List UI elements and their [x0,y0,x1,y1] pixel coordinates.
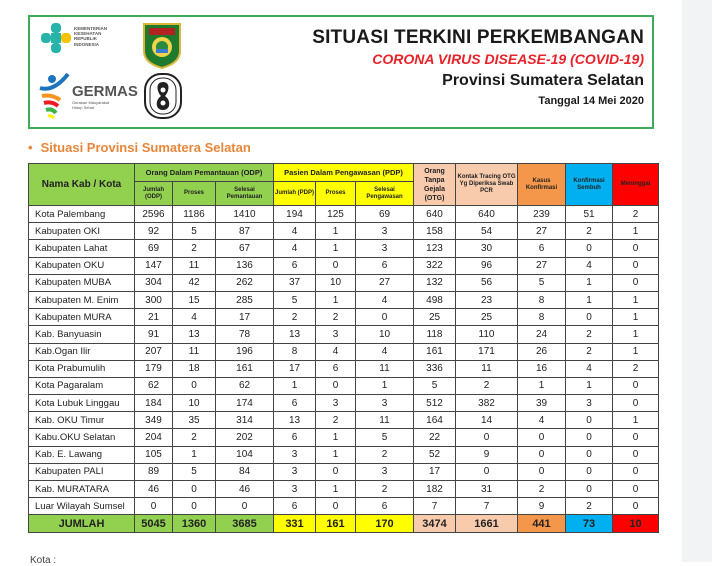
cell-odp-selesai: 1410 [216,206,274,223]
header-nama: Nama Kab / Kota [29,164,135,206]
region-name: Kab. OKU Timur [29,412,135,429]
cell-kontak-tracing: 2 [456,377,518,394]
header-meninggal: Meninggal [613,164,659,206]
province-name: Provinsi Sumatera Selatan [442,72,644,89]
cell-odp-jumlah: 69 [135,240,173,257]
table-row [29,429,659,446]
cell-odp-proses: 1186 [173,206,216,223]
cell-pdp-proses: 1 [316,481,356,498]
cell-meninggal: 2 [613,360,659,377]
cell-odp-jumlah: 21 [135,309,173,326]
cell-konfirmasi-sembuh: 2 [566,326,613,343]
total-kasus-konfirmasi: 441 [518,515,566,533]
cell-pdp-jumlah: 13 [274,412,316,429]
cell-otg: 118 [414,326,456,343]
header-odp-selesai: Selesai Pemantauan [216,182,274,206]
region-name: Luar Wilayah Sumsel [29,498,135,515]
cell-pdp-proses: 2 [316,412,356,429]
cell-odp-jumlah: 92 [135,223,173,240]
cell-pdp-proses: 2 [316,309,356,326]
cell-meninggal: 1 [613,223,659,240]
total-label: JUMLAH [29,515,135,533]
cell-pdp-selesai: 5 [356,429,414,446]
cell-pdp-selesai: 3 [356,463,414,480]
cell-kasus-konfirmasi: 24 [518,326,566,343]
cell-odp-selesai: 314 [216,412,274,429]
table-row [29,377,659,394]
table-row [29,206,659,223]
table-row [29,274,659,291]
header-kasus-konfirmasi: Kasus Konfirmasi [518,164,566,206]
cell-kontak-tracing: 640 [456,206,518,223]
cell-meninggal: 0 [613,377,659,394]
header-otg: Orang Tanpa Gejala (OTG) [414,164,456,206]
table-row [29,395,659,412]
cell-otg: 164 [414,412,456,429]
cell-kontak-tracing: 11 [456,360,518,377]
header-odp-proses: Proses [173,182,216,206]
cell-kasus-konfirmasi: 0 [518,463,566,480]
cell-odp-selesai: 17 [216,309,274,326]
header-pdp-jumlah: Jumlah (PDP) [274,182,316,206]
kemenkes-logo-icon [40,22,120,56]
cell-konfirmasi-sembuh: 0 [566,412,613,429]
cell-kasus-konfirmasi: 239 [518,206,566,223]
cell-konfirmasi-sembuh: 1 [566,377,613,394]
cell-pdp-jumlah: 3 [274,446,316,463]
table-row [29,360,659,377]
dinkes-seal-icon [143,72,183,120]
total-kontak-tracing: 1661 [456,515,518,533]
cell-odp-proses: 35 [173,412,216,429]
cell-odp-selesai: 84 [216,463,274,480]
cell-pdp-selesai: 69 [356,206,414,223]
cell-kontak-tracing: 7 [456,498,518,515]
cell-odp-proses: 11 [173,257,216,274]
cell-meninggal: 1 [613,326,659,343]
cell-kasus-konfirmasi: 6 [518,240,566,257]
cell-otg: 182 [414,481,456,498]
cell-konfirmasi-sembuh: 2 [566,498,613,515]
cell-pdp-proses: 1 [316,446,356,463]
cell-odp-proses: 42 [173,274,216,291]
cell-otg: 158 [414,223,456,240]
total-odp-jumlah: 5045 [135,515,173,533]
total-row [29,515,659,533]
total-odp-proses: 1360 [173,515,216,533]
cell-otg: 336 [414,360,456,377]
cell-odp-jumlah: 147 [135,257,173,274]
cell-pdp-jumlah: 6 [274,395,316,412]
cell-pdp-proses: 6 [316,360,356,377]
cell-konfirmasi-sembuh: 1 [566,291,613,308]
cell-meninggal: 0 [613,498,659,515]
table-row [29,257,659,274]
cell-pdp-selesai: 2 [356,446,414,463]
cell-meninggal: 0 [613,257,659,274]
cell-odp-selesai: 62 [216,377,274,394]
cell-pdp-proses: 0 [316,498,356,515]
cell-kontak-tracing: 0 [456,429,518,446]
cell-odp-selesai: 67 [216,240,274,257]
total-odp-selesai: 3685 [216,515,274,533]
cell-konfirmasi-sembuh: 51 [566,206,613,223]
region-name: Kab. E. Lawang [29,446,135,463]
cell-odp-selesai: 46 [216,481,274,498]
cell-odp-selesai: 174 [216,395,274,412]
cell-odp-jumlah: 91 [135,326,173,343]
region-name: Kabupaten M. Enim [29,291,135,308]
cell-otg: 25 [414,309,456,326]
cell-odp-jumlah: 204 [135,429,173,446]
table-row [29,481,659,498]
cell-kasus-konfirmasi: 8 [518,309,566,326]
cell-kasus-konfirmasi: 2 [518,481,566,498]
cell-kontak-tracing: 171 [456,343,518,360]
cell-otg: 640 [414,206,456,223]
cell-kasus-konfirmasi: 9 [518,498,566,515]
total-konfirmasi-sembuh: 73 [566,515,613,533]
cell-odp-proses: 5 [173,463,216,480]
cell-odp-selesai: 78 [216,326,274,343]
cell-kontak-tracing: 54 [456,223,518,240]
table-row [29,498,659,515]
cell-pdp-proses: 125 [316,206,356,223]
cell-odp-jumlah: 349 [135,412,173,429]
footer-note: Kota : [30,555,57,566]
cell-meninggal: 0 [613,274,659,291]
report-subtitle: CORONA VIRUS DISEASE-19 (COVID-19) [372,51,644,67]
cell-pdp-jumlah: 3 [274,481,316,498]
region-name: Kabupaten PALI [29,463,135,480]
cell-konfirmasi-sembuh: 3 [566,395,613,412]
cell-kontak-tracing: 0 [456,463,518,480]
cell-otg: 512 [414,395,456,412]
cell-meninggal: 1 [613,291,659,308]
cell-odp-jumlah: 304 [135,274,173,291]
cell-odp-proses: 0 [173,481,216,498]
bullet-icon: • [28,140,33,155]
header-pdp-proses: Proses [316,182,356,206]
table-row [29,223,659,240]
cell-pdp-selesai: 2 [356,481,414,498]
cell-pdp-jumlah: 6 [274,257,316,274]
cell-konfirmasi-sembuh: 1 [566,274,613,291]
cell-odp-selesai: 104 [216,446,274,463]
cell-meninggal: 2 [613,206,659,223]
cell-pdp-proses: 1 [316,291,356,308]
table-row [29,343,659,360]
total-pdp-proses: 161 [316,515,356,533]
cell-odp-jumlah: 179 [135,360,173,377]
header-pdp: Pasien Dalam Pengawasan (PDP) [274,164,414,182]
cell-odp-jumlah: 105 [135,446,173,463]
cell-pdp-proses: 4 [316,343,356,360]
cell-pdp-selesai: 3 [356,395,414,412]
cell-kontak-tracing: 23 [456,291,518,308]
kemenkes-text: KEMENTERIAN KESEHATAN REPUBLIK INDONESIA [74,26,108,47]
cell-pdp-jumlah: 37 [274,274,316,291]
cell-konfirmasi-sembuh: 0 [566,481,613,498]
cell-konfirmasi-sembuh: 0 [566,446,613,463]
germas-text: GERMAS [72,83,138,100]
table-row [29,291,659,308]
cell-kontak-tracing: 382 [456,395,518,412]
total-meninggal: 10 [613,515,659,533]
total-otg: 3474 [414,515,456,533]
cell-odp-jumlah: 207 [135,343,173,360]
cell-meninggal: 1 [613,343,659,360]
cell-pdp-selesai: 6 [356,257,414,274]
cell-kontak-tracing: 31 [456,481,518,498]
cell-odp-jumlah: 184 [135,395,173,412]
cell-kontak-tracing: 30 [456,240,518,257]
cell-pdp-proses: 3 [316,395,356,412]
table-row [29,326,659,343]
cell-odp-proses: 0 [173,498,216,515]
cell-otg: 7 [414,498,456,515]
cell-konfirmasi-sembuh: 0 [566,463,613,480]
cell-otg: 161 [414,343,456,360]
header-pdp-selesai: Selesai Pengawasan [356,182,414,206]
cell-pdp-jumlah: 2 [274,309,316,326]
cell-konfirmasi-sembuh: 0 [566,429,613,446]
cell-kasus-konfirmasi: 39 [518,395,566,412]
cell-odp-proses: 13 [173,326,216,343]
cell-kasus-konfirmasi: 27 [518,223,566,240]
cell-kontak-tracing: 110 [456,326,518,343]
cell-pdp-jumlah: 17 [274,360,316,377]
table-row [29,412,659,429]
cell-pdp-selesai: 4 [356,291,414,308]
total-pdp-selesai: 170 [356,515,414,533]
header-konfirmasi-sembuh: Konfirmasi Sembuh [566,164,613,206]
table-row [29,240,659,257]
cell-odp-selesai: 87 [216,223,274,240]
cell-otg: 123 [414,240,456,257]
cell-odp-jumlah: 300 [135,291,173,308]
cell-odp-proses: 10 [173,395,216,412]
cell-otg: 5 [414,377,456,394]
region-name: Kab. MURATARA [29,481,135,498]
cell-odp-jumlah: 46 [135,481,173,498]
cell-odp-jumlah: 0 [135,498,173,515]
cell-odp-proses: 2 [173,429,216,446]
cell-konfirmasi-sembuh: 0 [566,309,613,326]
region-name: Kota Pagaralam [29,377,135,394]
cell-pdp-jumlah: 1 [274,377,316,394]
cell-odp-proses: 18 [173,360,216,377]
group-header-row [29,164,659,182]
cell-pdp-selesai: 3 [356,240,414,257]
cell-kontak-tracing: 14 [456,412,518,429]
cell-konfirmasi-sembuh: 4 [566,257,613,274]
region-name: Kabupaten Lahat [29,240,135,257]
cell-konfirmasi-sembuh: 4 [566,360,613,377]
cell-pdp-selesai: 11 [356,360,414,377]
cell-otg: 132 [414,274,456,291]
cell-pdp-jumlah: 6 [274,498,316,515]
cell-otg: 52 [414,446,456,463]
cell-odp-proses: 1 [173,446,216,463]
cell-pdp-selesai: 27 [356,274,414,291]
cell-pdp-selesai: 3 [356,223,414,240]
cell-odp-selesai: 202 [216,429,274,446]
cell-odp-proses: 2 [173,240,216,257]
total-pdp-jumlah: 331 [274,515,316,533]
header-odp: Orang Dalam Pemantauan (ODP) [135,164,274,182]
cell-meninggal: 0 [613,463,659,480]
cell-kasus-konfirmasi: 27 [518,257,566,274]
header-kontak-tracing: Kontak Tracing OTG Yg Diperiksa Swab PCR [456,164,518,206]
covid-data-table [28,163,659,533]
germas-subtext: Gerakan Masyarakat Hidup Sehat [72,100,110,110]
cell-pdp-selesai: 0 [356,309,414,326]
cell-kontak-tracing: 25 [456,309,518,326]
table-row [29,446,659,463]
germas-logo-icon [38,70,138,120]
cell-kontak-tracing: 96 [456,257,518,274]
cell-pdp-proses: 1 [316,240,356,257]
cell-kasus-konfirmasi: 26 [518,343,566,360]
cell-pdp-jumlah: 4 [274,240,316,257]
cell-meninggal: 0 [613,240,659,257]
cell-pdp-proses: 0 [316,377,356,394]
cell-odp-proses: 5 [173,223,216,240]
cell-odp-selesai: 285 [216,291,274,308]
cell-odp-jumlah: 62 [135,377,173,394]
cell-odp-selesai: 262 [216,274,274,291]
cell-odp-proses: 4 [173,309,216,326]
cell-pdp-proses: 1 [316,223,356,240]
cell-pdp-jumlah: 8 [274,343,316,360]
cell-kasus-konfirmasi: 16 [518,360,566,377]
cell-kasus-konfirmasi: 0 [518,429,566,446]
cell-pdp-jumlah: 3 [274,463,316,480]
cell-meninggal: 0 [613,481,659,498]
region-name: Kabupaten MUBA [29,274,135,291]
header-odp-jumlah: Jumlah (ODP) [135,182,173,206]
report-title: SITUASI TERKINI PERKEMBANGAN [312,27,644,48]
cell-kasus-konfirmasi: 4 [518,412,566,429]
cell-kasus-konfirmasi: 5 [518,274,566,291]
cell-odp-proses: 15 [173,291,216,308]
cell-pdp-jumlah: 13 [274,326,316,343]
region-name: Kota Prabumulih [29,360,135,377]
cell-pdp-jumlah: 4 [274,223,316,240]
region-name: Kabu.OKU Selatan [29,429,135,446]
cell-meninggal: 0 [613,446,659,463]
cell-konfirmasi-sembuh: 0 [566,240,613,257]
region-name: Kabupaten OKU [29,257,135,274]
cell-otg: 498 [414,291,456,308]
cell-pdp-selesai: 11 [356,412,414,429]
cell-pdp-selesai: 10 [356,326,414,343]
cell-odp-selesai: 0 [216,498,274,515]
cell-pdp-proses: 10 [316,274,356,291]
cell-odp-selesai: 161 [216,360,274,377]
table-row [29,309,659,326]
cell-otg: 322 [414,257,456,274]
cell-pdp-selesai: 1 [356,377,414,394]
cell-otg: 17 [414,463,456,480]
cell-pdp-proses: 3 [316,326,356,343]
cell-odp-proses: 11 [173,343,216,360]
cell-pdp-jumlah: 6 [274,429,316,446]
cell-odp-jumlah: 89 [135,463,173,480]
cell-kasus-konfirmasi: 1 [518,377,566,394]
sumsel-emblem-icon [141,21,183,69]
region-name: Kab. Banyuasin [29,326,135,343]
cell-pdp-proses: 0 [316,257,356,274]
cell-pdp-selesai: 6 [356,498,414,515]
region-name: Kabupaten MURA [29,309,135,326]
region-name: Kota Palembang [29,206,135,223]
cell-pdp-proses: 1 [316,429,356,446]
cell-kasus-konfirmasi: 0 [518,446,566,463]
cell-konfirmasi-sembuh: 2 [566,223,613,240]
viewer-side-margin [682,0,712,562]
cell-meninggal: 0 [613,429,659,446]
cell-pdp-proses: 0 [316,463,356,480]
cell-pdp-jumlah: 194 [274,206,316,223]
region-name: Kota Lubuk Linggau [29,395,135,412]
cell-odp-selesai: 196 [216,343,274,360]
table-body [29,206,659,533]
region-name: Kabupaten OKI [29,223,135,240]
cell-odp-selesai: 136 [216,257,274,274]
region-name: Kab.Ogan Ilir [29,343,135,360]
cell-kasus-konfirmasi: 8 [518,291,566,308]
cell-meninggal: 0 [613,395,659,412]
cell-kontak-tracing: 56 [456,274,518,291]
cell-meninggal: 1 [613,309,659,326]
section-title: • Situasi Provinsi Sumatera Selatan [28,140,251,155]
cell-odp-proses: 0 [173,377,216,394]
cell-pdp-jumlah: 5 [274,291,316,308]
cell-kontak-tracing: 9 [456,446,518,463]
cell-meninggal: 1 [613,412,659,429]
cell-konfirmasi-sembuh: 2 [566,343,613,360]
report-date: Tanggal 14 Mei 2020 [538,95,644,107]
cell-pdp-selesai: 4 [356,343,414,360]
table-row [29,463,659,480]
cell-odp-jumlah: 2596 [135,206,173,223]
cell-otg: 22 [414,429,456,446]
